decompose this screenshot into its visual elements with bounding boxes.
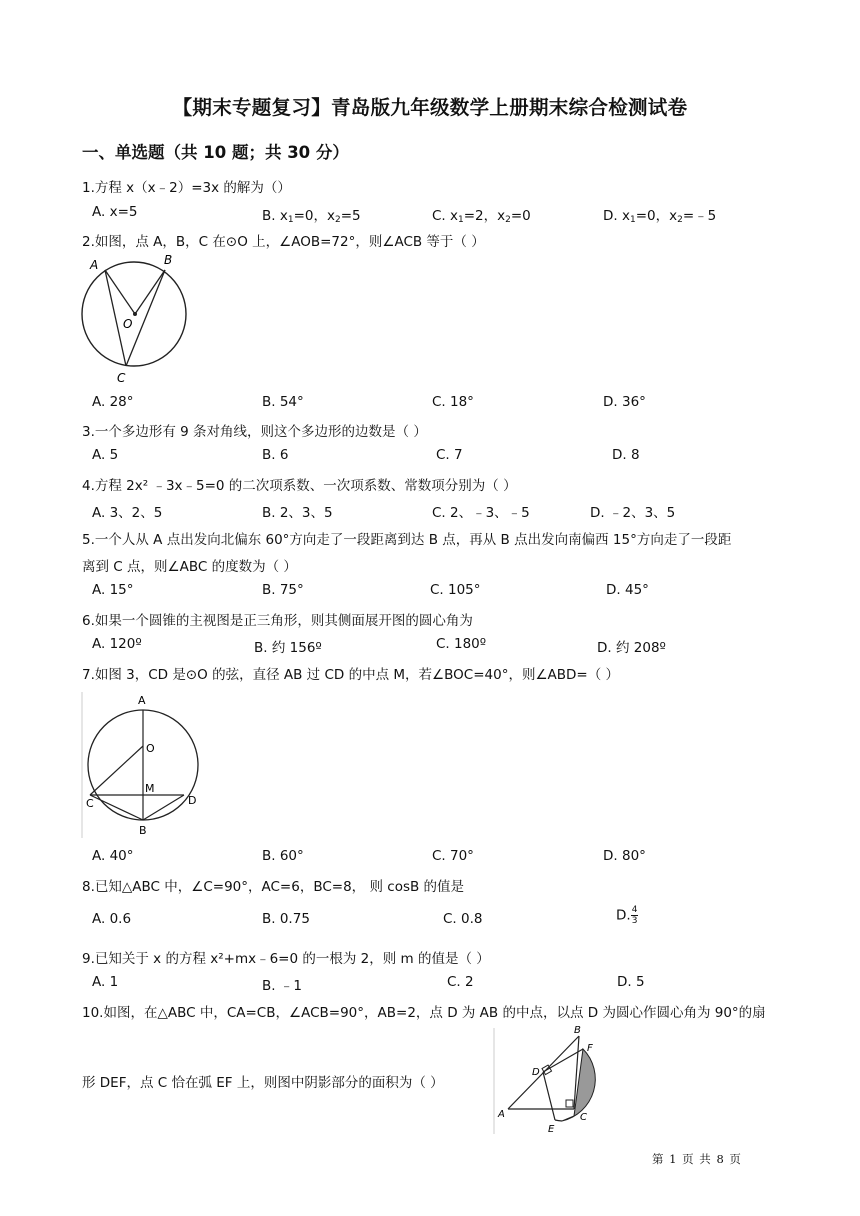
question-7-option-b: B. 60° [262, 848, 304, 864]
question-9-stem: 9.已知关于 x 的方程 x²+mx﹣6=0 的一根为 2，则 m 的值是（ ） [82, 951, 490, 967]
question-8-option-b: B. 0.75 [262, 911, 310, 927]
question-9-option-b: B. ﹣1 [262, 978, 302, 994]
question-6-option-b: B. 约 156º [254, 640, 322, 656]
question-2-option-c: C. 18° [432, 394, 474, 410]
label-c: C [580, 1112, 587, 1123]
label-b: B [574, 1025, 581, 1036]
question-1-stem: 1.方程 x（x﹣2）=3x 的解为（） [82, 180, 291, 196]
label-b: B [164, 253, 173, 267]
question-5-option-d: D. 45° [606, 582, 649, 598]
question-3-option-d: D. 8 [612, 447, 640, 463]
question-10-stem: 10.如图，在△ABC 中，CA=CB，∠ACB=90°，AB=2，点 D 为 AB 的中点，以点 D 为圆心作圆心角为 90°的扇 [82, 1005, 766, 1021]
question-8-option-c: C. 0.8 [443, 911, 483, 927]
question-6-stem: 6.如果一个圆锥的主视图是正三角形，则其侧面展开图的圆心角为 [82, 613, 473, 629]
question-2-option-a: A. 28° [92, 394, 134, 410]
question-1-option-b: B. $x_1=0$，$x_2=5$ [262, 208, 361, 225]
question-8-option-d: D. $\frac{4}{3}$ [616, 905, 638, 926]
question-7-option-c: C. 70° [432, 848, 474, 864]
question-4-option-d: D. ﹣2、3、5 [590, 505, 676, 521]
question-2-option-d: D. 36° [603, 394, 646, 410]
question-9-option-c: C. 2 [447, 974, 474, 990]
label-c: C [117, 371, 126, 385]
label-o: O [123, 317, 133, 331]
label-a: A [498, 1109, 505, 1120]
question-5-option-b: B. 75° [262, 582, 304, 598]
label-m: M [145, 782, 155, 795]
question-1-option-c: C. $x_1=2$，$x_2=0$ [432, 208, 531, 225]
question-6-option-c: C. 180º [436, 636, 487, 652]
section-heading: 一、单选题（共 10 题；共 30 分） [82, 143, 349, 162]
label-a: A [138, 694, 146, 707]
label-d: D [188, 794, 197, 807]
label-d: D [532, 1067, 540, 1078]
question-2-stem: 2.如图，点 A，B，C 在⊙O 上，∠AOB=72°，则∠ACB 等于（ ） [82, 234, 485, 250]
question-9-option-d: D. 5 [617, 974, 645, 990]
question-2-figure [78, 252, 190, 386]
page-title: 【期末专题复习】青岛版九年级数学上册期末综合检测试卷 [172, 96, 688, 119]
label-e: E [548, 1124, 555, 1135]
question-8-stem: 8.已知△ABC 中，∠C=90°，AC=6，BC=8， 则 cosB 的值是 [82, 879, 465, 895]
fraction: $\frac{4}{3}$ [631, 905, 638, 926]
question-3-option-a: A. 5 [92, 447, 119, 463]
label-f: F [587, 1043, 593, 1054]
label-a: A [90, 258, 99, 272]
question-9-option-a: A. 1 [92, 974, 119, 990]
question-5-option-c: C. 105° [430, 582, 481, 598]
question-3-option-b: B. 6 [262, 447, 289, 463]
question-7-figure [80, 686, 210, 840]
question-7-stem: 7.如图 3，CD 是⊙O 的弦，直径 AB 过 CD 的中点 M，若∠BOC=40°，则∠ABD=（ ） [82, 667, 620, 683]
question-7-option-d: D. 80° [603, 848, 646, 864]
question-10-figure [492, 1024, 612, 1136]
question-2-option-b: B. 54° [262, 394, 304, 410]
question-5-option-a: A. 15° [92, 582, 134, 598]
question-1-option-d: D. $x_1=0$，$x_2=﹣5$ [603, 208, 717, 225]
question-7-option-a: A. 40° [92, 848, 134, 864]
question-6-option-d: D. 约 208º [597, 640, 666, 656]
question-4-stem: 4.方程 2x² ﹣3x﹣5=0 的二次项系数、一次项系数、常数项分别为（ ） [82, 478, 517, 494]
page-footer: 第 1 页 共 8 页 [652, 1152, 742, 1166]
label-c: C [86, 797, 94, 810]
question-3-stem: 3.一个多边形有 9 条对角线，则这个多边形的边数是（ ） [82, 424, 427, 440]
question-5-stem-line2: 离到 C 点，则∠ABC 的度数为（ ） [82, 559, 297, 575]
question-1-option-a: A. x=5 [92, 204, 138, 220]
question-5-stem: 5.一个人从 A 点出发向北偏东 60°方向走了一段距离到达 B 点，再从 B 点出发向南偏西 15°方向走了一段距 [82, 532, 732, 548]
question-3-option-c: C. 7 [436, 447, 463, 463]
question-6-option-a: A. 120º [92, 636, 142, 652]
question-4-option-b: B. 2、3、5 [262, 505, 333, 521]
label-o: O [146, 742, 155, 755]
question-4-option-a: A. 3、2、5 [92, 505, 163, 521]
label-b: B [139, 824, 147, 837]
question-8-option-a: A. 0.6 [92, 911, 132, 927]
question-10-stem-line2: 形 DEF，点 C 恰在弧 EF 上，则图中阴影部分的面积为（ ） [82, 1075, 444, 1091]
question-4-option-c: C. 2、﹣3、﹣5 [432, 505, 530, 521]
